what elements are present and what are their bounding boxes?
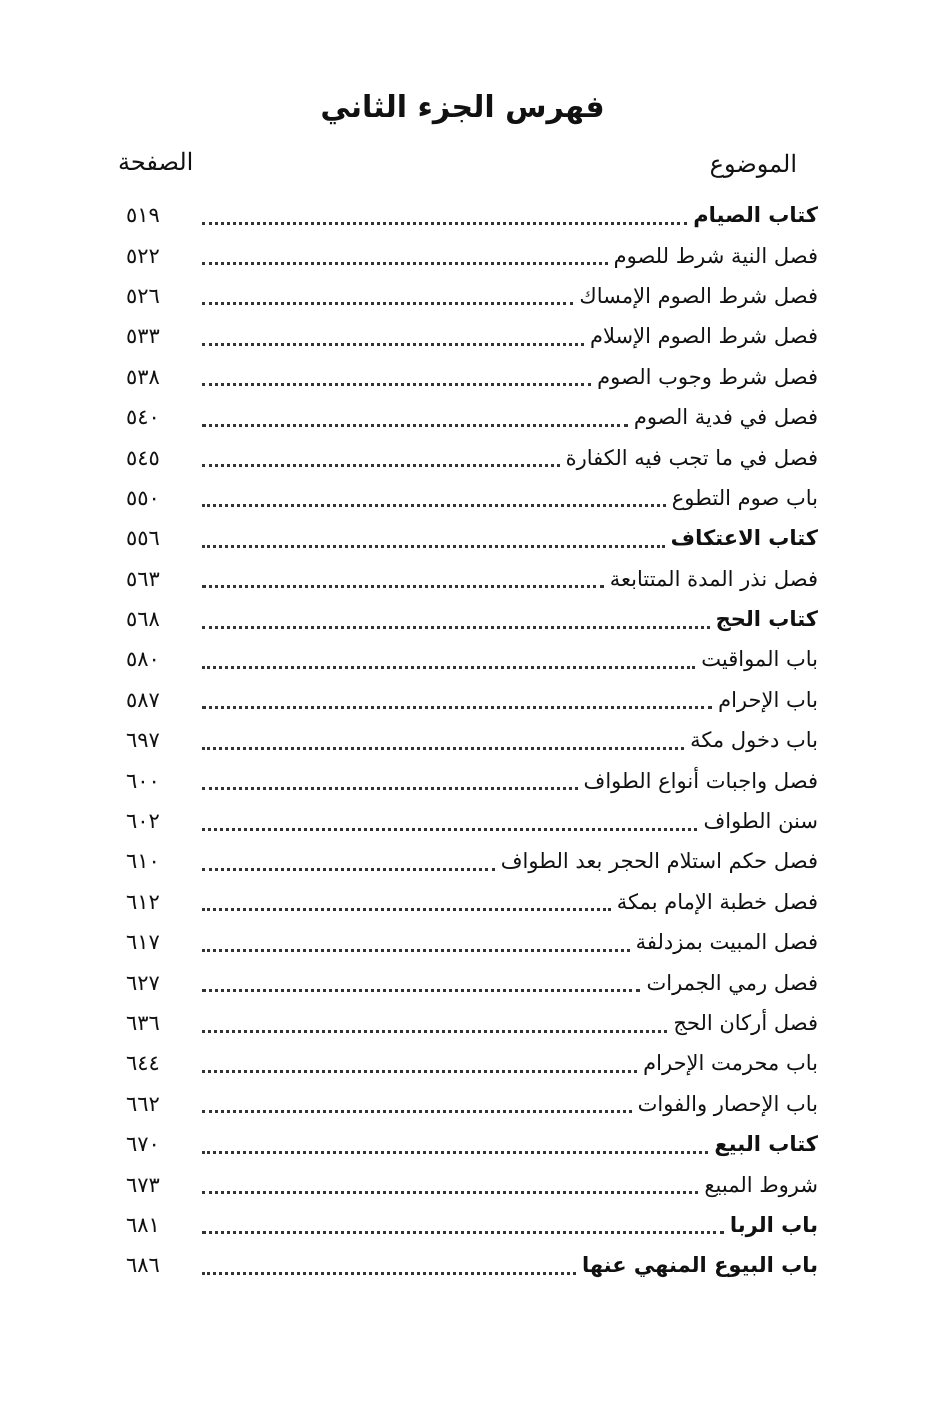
toc-entry-page-number: ٦١٠	[126, 849, 160, 874]
toc-entry-title: فصل رمي الجمرات	[646, 970, 818, 995]
toc-entry-title: فصل شرط الصوم الإمساك	[579, 283, 818, 308]
toc-entry-title: كتاب الحج	[715, 607, 818, 632]
dot-leader	[202, 545, 665, 548]
toc-entry-page-number: ٥٣٨	[126, 364, 160, 389]
dot-leader	[202, 343, 584, 346]
toc-entry-title: فصل المبيت بمزدلفة	[635, 930, 818, 955]
toc-entry-page-number: ٦٤٤	[126, 1051, 160, 1076]
toc-entry	[118, 1245, 818, 1285]
toc-entry-title: فصل النية شرط للصوم	[613, 243, 818, 268]
toc-entry	[118, 518, 818, 558]
dot-leader	[202, 989, 640, 992]
toc-entry-title: فصل حكم استلام الحجر بعد الطواف	[500, 849, 818, 874]
toc-entry-page-number: ٦٣٦	[126, 1011, 160, 1035]
dot-leader	[202, 222, 687, 225]
toc-entry-title: فصل شرط وجوب الصوم	[597, 364, 818, 389]
toc-entry-title: فصل نذر المدة المتتابعة	[609, 566, 818, 591]
toc-entry	[118, 720, 818, 760]
toc-entry	[118, 680, 818, 720]
toc-entry	[118, 357, 818, 397]
toc-entry-page-number: ٦٦٢	[126, 1091, 160, 1116]
toc-entry	[118, 397, 818, 437]
toc-entry-title: شروط المبيع	[704, 1172, 818, 1197]
toc-entry-page-number: ٦٨٦	[126, 1253, 160, 1278]
toc-entry-title: سنن الطواف	[703, 809, 818, 834]
dot-leader	[202, 1272, 576, 1275]
dot-leader	[202, 1110, 632, 1113]
dot-leader	[202, 706, 712, 709]
toc-entry	[118, 1084, 818, 1124]
toc-entry-page-number: ٥٢٢	[126, 243, 160, 268]
toc-entry-title: كتاب الصيام	[693, 203, 818, 228]
dot-leader	[202, 868, 495, 871]
toc-entry-title: باب الإحصار والفوات	[637, 1091, 818, 1116]
toc-entry-title: فصل واجبات أنواع الطواف	[583, 768, 818, 793]
toc-entry-page-number: ٦٠٢	[126, 809, 160, 834]
dot-leader	[202, 383, 591, 386]
toc-entry	[118, 882, 818, 922]
toc-entry-title: باب المواقيت	[701, 647, 818, 672]
dot-leader	[202, 1070, 637, 1073]
toc-entry-page-number: ٥٣٣	[126, 324, 160, 349]
toc-entry	[118, 760, 818, 800]
dot-leader	[202, 424, 628, 427]
dot-leader	[202, 908, 611, 911]
toc-entry	[118, 1043, 818, 1083]
toc-entry-page-number: ٦١٢	[126, 889, 160, 914]
toc-entry	[118, 1124, 818, 1164]
dot-leader	[202, 949, 630, 952]
page-column-header: الصفحة	[118, 148, 194, 176]
topic-column-header: الموضوع	[709, 150, 797, 178]
toc-entry	[118, 316, 818, 356]
toc-entry	[118, 437, 818, 477]
dot-leader	[202, 666, 695, 669]
toc-entry	[118, 639, 818, 679]
toc-entry-page-number: ٥٦٣	[126, 566, 160, 591]
toc-list	[118, 195, 818, 1286]
toc-entry-page-number: ٦٨١	[126, 1212, 160, 1237]
toc-entry-page-number: ٦٠٠	[126, 768, 160, 793]
toc-entry-title: فصل أركان الحج	[673, 1011, 818, 1035]
toc-entry-page-number: ٥٥٠	[126, 485, 160, 510]
dot-leader	[202, 464, 560, 467]
toc-entry	[118, 922, 818, 962]
toc-entry	[118, 841, 818, 881]
toc-entry	[118, 478, 818, 518]
toc-entry-title: فصل خطبة الإمام بمكة	[616, 889, 818, 914]
dot-leader	[202, 787, 578, 790]
dot-leader	[202, 504, 666, 507]
toc-entry-page-number: ٥٦٨	[126, 607, 160, 632]
toc-entry-page-number: ٥٢٦	[126, 283, 160, 308]
toc-entry	[118, 1164, 818, 1204]
toc-entry-title: باب محرمت الإحرام	[643, 1051, 818, 1076]
dot-leader	[202, 828, 697, 831]
toc-entry-title: فصل في فدية الصوم	[633, 405, 818, 430]
toc-entry	[118, 1205, 818, 1245]
dot-leader	[202, 1231, 724, 1234]
toc-entry-page-number: ٥٨٧	[126, 687, 160, 712]
toc-entry-page-number: ٦١٧	[126, 930, 160, 955]
toc-entry-page-number: ٥٤٥	[126, 445, 160, 470]
toc-entry	[118, 962, 818, 1002]
toc-entry-page-number: ٦٩٧	[126, 728, 160, 753]
toc-entry-page-number: ٥٤٠	[126, 405, 160, 430]
dot-leader	[202, 302, 573, 305]
toc-entry-page-number: ٦٧٠	[126, 1132, 160, 1157]
toc-entry	[118, 195, 818, 235]
toc-entry-title: كتاب البيع	[714, 1132, 818, 1157]
toc-entry-page-number: ٥٨٠	[126, 647, 160, 672]
toc-entry	[118, 235, 818, 275]
dot-leader	[202, 1151, 708, 1154]
toc-entry-title: فصل في ما تجب فيه الكفارة	[565, 445, 818, 470]
toc-entry-title: فصل شرط الصوم الإسلام	[589, 324, 818, 349]
toc-entry-page-number: ٦٢٧	[126, 970, 160, 995]
toc-entry-title: باب دخول مكة	[690, 728, 818, 753]
toc-entry-page-number: ٥٥٦	[126, 526, 160, 551]
toc-entry-title: باب صوم التطوع	[671, 485, 818, 510]
toc-entry	[118, 801, 818, 841]
dot-leader	[202, 262, 608, 265]
page-title: فهرس الجزء الثاني	[320, 90, 605, 125]
dot-leader	[202, 626, 710, 629]
toc-entry-page-number: ٥١٩	[126, 203, 160, 228]
toc-entry	[118, 276, 818, 316]
toc-entry	[118, 599, 818, 639]
dot-leader	[202, 1191, 698, 1194]
toc-entry-title: كتاب الاعتكاف	[670, 526, 818, 551]
dot-leader	[202, 585, 604, 588]
toc-entry-title: باب الربا	[729, 1212, 818, 1237]
toc-entry	[118, 1003, 818, 1043]
toc-entry	[118, 559, 818, 599]
toc-entry-title: باب الإحرام	[718, 687, 818, 712]
toc-entry-page-number: ٦٧٣	[126, 1172, 160, 1197]
dot-leader	[202, 1030, 667, 1033]
toc-entry-title: باب البيوع المنهي عنها	[581, 1253, 818, 1278]
dot-leader	[202, 747, 684, 750]
